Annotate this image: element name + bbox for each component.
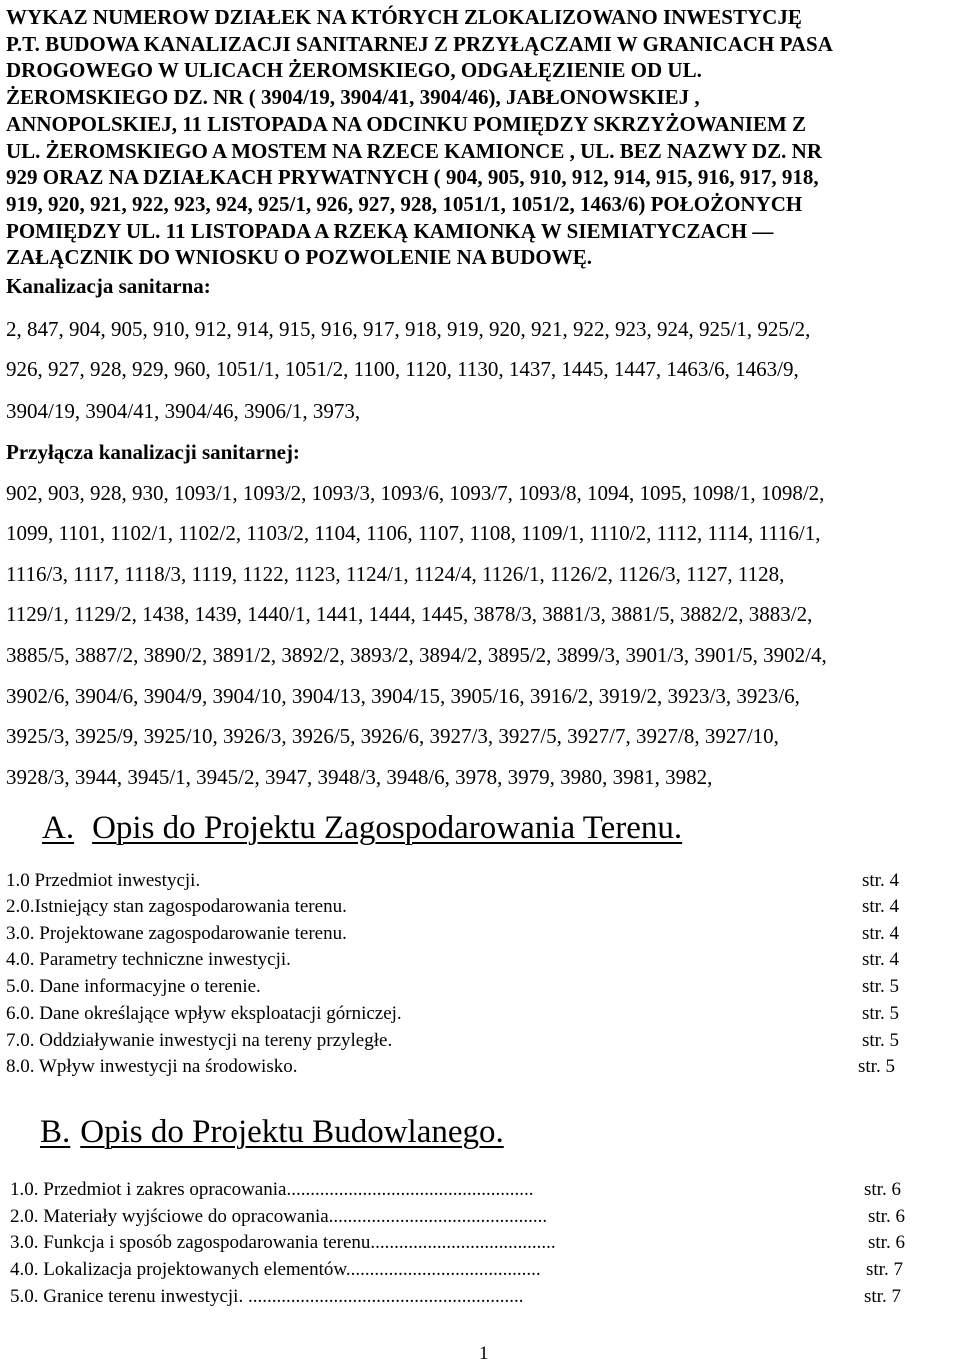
toc-item-page: str. 6 — [868, 1232, 905, 1253]
header-line: WYKAZ NUMEROW DZIAŁEK NA KTÓRYCH ZLOKALIZOWANO INWESTYCJĘ — [6, 5, 802, 29]
toc-item — [0, 947, 960, 973]
header-line: POMIĘDZY UL. 11 LISTOPADA A RZEKĄ KAMIONKĄ W SIEMIATYCZACH — — [6, 218, 774, 243]
plot-line: 3885/5, 3887/2, 3890/2, 3891/2, 3892/2, 3893/2, 3894/2, 3895/2, 3899/3, 3901/3, 3901/5, 3902/4, — [6, 643, 827, 667]
toc-item-text: 4.0. Lokalizacja projektowanych elementów......................................... — [10, 1259, 541, 1280]
plot-line: 1116/3, 1117, 1118/3, 1119, 1122, 1123, 1124/1, 1124/4, 1126/1, 1126/2, 1126/3, 1127, 1128, — [6, 562, 785, 586]
header-line: ANNOPOLSKIEJ, 11 LISTOPADA NA ODCINKU POMIĘDZY SKRZYŻOWANIEM Z — [6, 111, 807, 136]
toc-item-page: str. 4 — [862, 949, 899, 970]
section-a-heading — [42, 808, 682, 848]
document-header — [6, 4, 956, 271]
toc-item-page: str. 5 — [862, 976, 899, 997]
toc-item-page: str. 5 — [858, 1056, 895, 1077]
toc-item — [0, 1028, 960, 1054]
toc-item — [0, 1284, 960, 1310]
sewer-label: Kanalizacja sanitarna: — [6, 274, 211, 298]
toc-item-text: 3.0. Funkcja i sposób zagospodarowania terenu....................................... — [10, 1232, 556, 1253]
toc-item — [0, 974, 960, 1000]
plot-line: 1129/1, 1129/2, 1438, 1439, 1440/1, 1441, 1444, 1445, 3878/3, 3881/3, 3881/5, 3882/2, 3883/2, — [6, 602, 813, 626]
toc-item — [0, 921, 960, 947]
toc-item — [0, 894, 960, 920]
section-a-letter: A. — [42, 810, 75, 846]
toc-item-page: str. 6 — [868, 1206, 905, 1227]
header-line: UL. ŻEROMSKIEGO A MOSTEM NA RZECE KAMIONCE , UL. BEZ NAZWY DZ. NR — [6, 138, 822, 163]
section-b-title: Opis do Projektu Budowlanego. — [80, 1114, 504, 1150]
toc-item-text: 1.0. Przedmiot i zakres opracowania.................................................... — [10, 1179, 534, 1200]
toc-item-text: 5.0. Dane informacyjne o terenie. — [6, 976, 261, 997]
toc-item-page: str. 4 — [862, 870, 899, 891]
plot-line: 3902/6, 3904/6, 3904/9, 3904/10, 3904/13, 3904/15, 3905/16, 3916/2, 3919/2, 3923/3, 3923/6, — [6, 684, 800, 708]
toc-item-text: 2.0.Istniejący stan zagospodarowania terenu. — [6, 896, 347, 917]
toc-item-text: 6.0. Dane określające wpływ eksploatacji górniczej. — [6, 1003, 402, 1024]
plot-line: 926, 927, 928, 929, 960, 1051/1, 1051/2, 1100, 1120, 1130, 1437, 1445, 1447, 1463/6, 1463/9, — [6, 357, 799, 381]
plot-line: 3904/19, 3904/41, 3904/46, 3906/1, 3973, — [6, 399, 361, 423]
toc-item-text: 1.0 Przedmiot inwestycji. — [6, 870, 201, 891]
toc-item — [0, 1204, 960, 1230]
page-number: 1 — [479, 1343, 489, 1364]
toc-item-page: str. 6 — [864, 1179, 901, 1200]
toc-item — [0, 1001, 960, 1027]
toc-item — [0, 1257, 960, 1283]
section-b-letter: B. — [40, 1114, 71, 1150]
toc-item-text: 3.0. Projektowane zagospodarowanie terenu. — [6, 923, 347, 944]
toc-item-page: str. 5 — [862, 1003, 899, 1024]
toc-item-page: str. 4 — [862, 923, 899, 944]
header-line: ŻEROMSKIEGO DZ. NR ( 3904/19, 3904/41, 3904/46), JABŁONOWSKIEJ , — [6, 85, 700, 110]
section-a-title: Opis do Projektu Zagospodarowania Terenu. — [92, 810, 683, 846]
plot-line: 3928/3, 3944, 3945/1, 3945/2, 3947, 3948/3, 3948/6, 3978, 3979, 3980, 3981, 3982, — [6, 765, 713, 789]
toc-item-text: 5.0. Granice terenu inwestycji. .......................................................... — [10, 1286, 524, 1307]
toc-item — [0, 1054, 960, 1080]
connections-label: Przyłącza kanalizacji sanitarnej: — [6, 440, 300, 464]
header-line: P.T. BUDOWA KANALIZACJI SANITARNEJ Z PRZYŁĄCZAMI W GRANICACH PASA — [6, 31, 833, 56]
header-line: 919, 920, 921, 922, 923, 924, 925/1, 926, 927, 928, 1051/1, 1051/2, 1463/6) POŁOŻONYCH — [6, 191, 803, 216]
toc-item — [0, 868, 960, 894]
toc-item-text: 2.0. Materiały wyjściowe do opracowania.............................................. — [10, 1206, 548, 1227]
toc-item-text: 8.0. Wpływ inwestycji na środowisko. — [6, 1056, 298, 1077]
plot-line: 1099, 1101, 1102/1, 1102/2, 1103/2, 1104, 1106, 1107, 1108, 1109/1, 1110/2, 1112, 1114, 1116/1, — [6, 521, 821, 545]
toc-item-page: str. 7 — [864, 1286, 901, 1307]
toc-item — [0, 1177, 960, 1203]
toc-item-text: 4.0. Parametry techniczne inwestycji. — [6, 949, 291, 970]
toc-item — [0, 1230, 960, 1256]
toc-item-text: 7.0. Oddziaływanie inwestycji na tereny przyległe. — [6, 1030, 393, 1051]
header-line: ZAŁĄCZNIK DO WNIOSKU O POZWOLENIE NA BUDOWĘ. — [6, 245, 592, 270]
plot-line: 902, 903, 928, 930, 1093/1, 1093/2, 1093/3, 1093/6, 1093/7, 1093/8, 1094, 1095, 1098/1, 1098/2, — [6, 481, 825, 505]
toc-item-page: str. 4 — [862, 896, 899, 917]
toc-item-page: str. 5 — [862, 1030, 899, 1051]
plot-line: 3925/3, 3925/9, 3925/10, 3926/3, 3926/5, 3926/6, 3927/3, 3927/5, 3927/7, 3927/8, 3927/10, — [6, 724, 779, 748]
header-line: 929 ORAZ NA DZIAŁKACH PRYWATNYCH ( 904, 905, 910, 912, 914, 915, 916, 917, 918, — [6, 165, 819, 190]
section-b-heading — [40, 1112, 504, 1152]
header-line: DROGOWEGO W ULICACH ŻEROMSKIEGO, ODGAŁĘZIENIE OD UL. — [6, 58, 702, 83]
plot-line: 2, 847, 904, 905, 910, 912, 914, 915, 916, 917, 918, 919, 920, 921, 922, 923, 924, 925/1, 925/2, — [6, 317, 811, 341]
toc-item-page: str. 7 — [866, 1259, 903, 1280]
